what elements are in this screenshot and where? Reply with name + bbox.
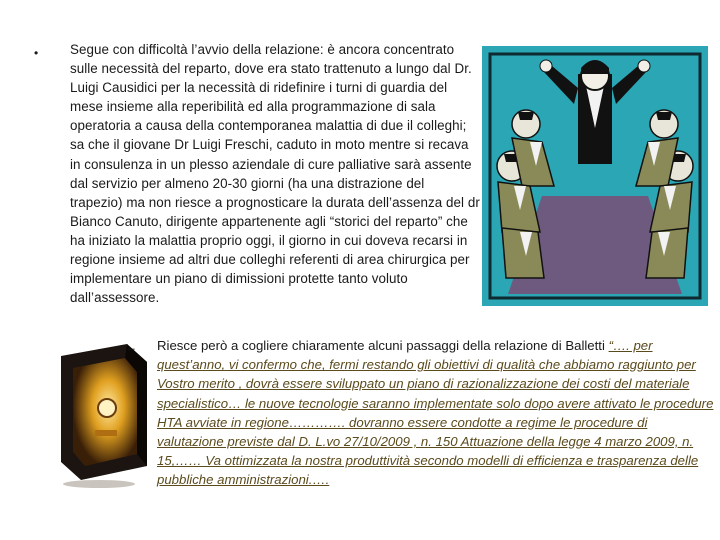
golden-safe-illustration xyxy=(55,338,153,488)
balletti-paragraph xyxy=(157,336,717,490)
boardroom-meeting-illustration xyxy=(482,46,708,306)
balletti-quote: “…. per quest’anno, vi confermo che, fermi restando gli obiettivi di qualità che abbiamo raggiunto per Vostro merito , dovrà essere sviluppato un piano di razionalizzazione dei costi del materiale specialistico… le nuove tecnologie saranno implementate solo dopo avere attivato le procedure HTA avviate in regione…………. dovranno essere condotte a regime le procedure di valutazione previste dal D. L.vo 27/10/2009 , n. 150 Attuazione della legge 4 marzo 2009, n. 15,…… Va ottimizzata la nostra produttività secondo modelli di efficienza e trasparenza delle pubbliche amministrazioni.…. xyxy=(157,338,714,488)
bullet-marker-dash: – xyxy=(128,341,135,355)
balletti-intro: Riesce però a cogliere chiaramente alcuni passaggi della relazione di Balletti xyxy=(157,338,609,353)
relazione-paragraph: Segue con difficoltà l’avvio della relazione: è ancora concentrato sulle necessità del reparto, dove era stato trattenuto a lungo dal Dr. Luigi Causidici per la necessità di ridefinire i turni di guardia del mese insieme alla reperibilità ed alla programmazione di sala operatoria a causa della contemporanea malattia di due il colleghi; sa che il giovane Dr Luigi Freschi, caduto in moto mentre si recava in consulenza in un plesso aziendale di cure palliative sarà assente dal servizio per almeno 20-30 giorni (ha una distrazione del trapezio) ma non riesce a prognosticare la durata dell’assenza del dr Bianco Canuto, dirigente appartenente agli “storici del reparto” che ha iniziato la malattia proprio oggi, il giorno in cui doveva recarsi in regione insieme ad altri due colleghi referenti di area chirurgica per implementare un piano di dimissioni protette tanto voluto dall’assessore. xyxy=(70,42,480,306)
bullet-marker: • xyxy=(34,46,39,60)
